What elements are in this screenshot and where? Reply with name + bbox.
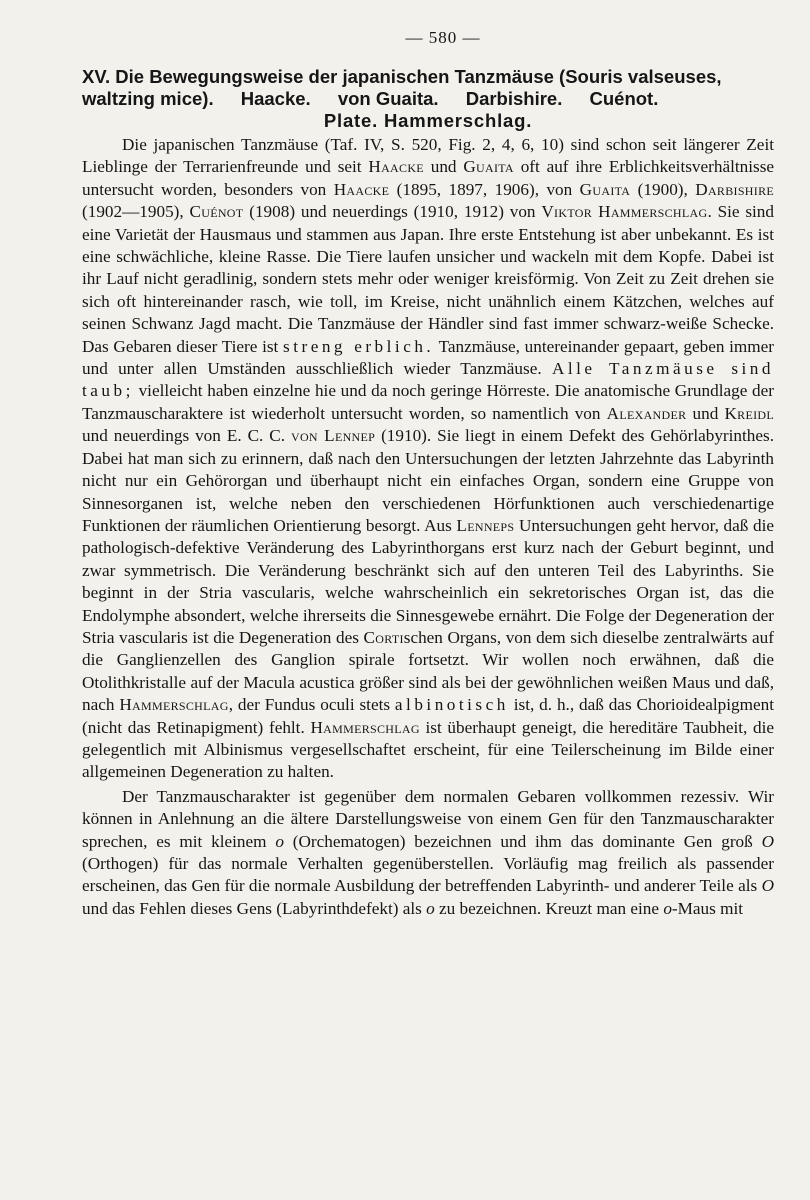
gene-symbol: o <box>426 898 435 918</box>
text-run: ist überhaupt geneigt, die hereditäre Taubheit, die gelegentlich mit Albinismus vergesellschaftet erscheint, für eine Teilerscheinung im Bilde einer allgemeinen Degeneration zu halten. <box>82 717 775 782</box>
gene-symbol: O <box>761 831 774 851</box>
text-run: , der Fundus oculi stets <box>228 695 395 715</box>
text-run: vielleicht haben einzelne hie und da noch geringe Hörreste. Die anatomische Grundlage der Tanzmauscharaktere ist wiederholt untersucht worden, so namentlich von <box>82 381 774 423</box>
author-name: Hammerschlag <box>119 695 229 715</box>
author-name: Viktor Hammerschlag <box>541 202 708 222</box>
text-run: und <box>686 403 725 423</box>
author-name: Haacke <box>333 179 390 199</box>
text-run: (1900), <box>630 179 696 199</box>
page-number: — 580 — <box>405 28 481 47</box>
body-paragraph-2 <box>82 786 774 920</box>
text-run: oft auf ihre Erblichkeitsverhältnisse untersucht worden, besonders von <box>82 157 775 199</box>
text-run: (Orchematogen) bezeichnen und ihm das dominante Gen groß <box>283 831 762 851</box>
heading-author-guaita: von Guaita. <box>337 88 439 109</box>
author-name: Haacke <box>368 157 424 177</box>
heading-author-darbishire: Darbishire. <box>465 88 563 109</box>
text-run: zu bezeichnen. Kreuzt man eine <box>434 898 664 918</box>
heading-line-3: Plate. Hammerschlag. <box>323 110 533 131</box>
heading-line-1: XV. Die Bewegungsweise der japanischen Tanzmäuse (Souris valseuses, <box>82 66 722 87</box>
gene-symbol: O <box>761 876 774 896</box>
author-name: Alexander <box>606 403 687 423</box>
author-name: Hammerschlag <box>310 717 420 737</box>
text-run: ist, d. h., daß das Chorioidealpigment (nicht das Retinapigment) fehlt. <box>82 695 774 737</box>
section-heading <box>82 66 774 132</box>
heading-subtitle: waltzing mice). <box>82 88 214 109</box>
author-name: Lenneps <box>456 515 515 535</box>
heading-author-haacke: Haacke. <box>240 88 311 109</box>
text-run: und <box>423 157 464 177</box>
spaced-emphasis: Alle Tanzmäuse sind taub; <box>82 359 774 401</box>
text-run: Untersuchungen geht hervor, daß die pathologisch-defektive Veränderung des Labyrinthorgans erst kurz nach der Geburt beginnt, und zwar symmetrisch. Die Veränderung beschränkt sich auf den unteren Teil des Labyrinths. Sie beginnt in der Stria vascularis, welche wahrscheinlich ein sekretorisches Organ ist, das die Endolymphe absondert, welche ihrerseits die Sinnesgewebe ernährt. Die Folge der Degeneration der Stria vascularis ist die Degeneration des <box>82 515 774 647</box>
heading-author-cuenot: Cuénot. <box>589 88 659 109</box>
text-run: und das Fehlen dieses Gens (Labyrinthdefekt) als <box>82 898 427 918</box>
author-name: Cuénot <box>189 202 244 222</box>
author-name: Guaita <box>463 157 514 177</box>
text-run: schen Organs, von dem sich dieselbe zentralwärts auf die Ganglienzellen des Ganglion spirale fortsetzt. Wir wollen noch erwähnen, daß die Otolithkristalle auf der Macula acustica größer sind als bei der gewöhnlichen weißen Maus und daß, nach <box>82 627 774 715</box>
text-run: Der Tanzmauscharakter ist gegenüber dem normalen Gebaren vollkommen rezessiv. Wir können in Anlehnung an die ältere Darstellungsweise von einem Gen für den Tanzmauscharakter sprechen, es mit kleinem <box>82 786 774 851</box>
text-run: . Sie sind eine Varietät der Hausmaus und stammen aus Japan. Ihre erste Entstehung ist aber unbekannt. Es ist eine schwächliche, kleine Rasse. Die Tiere laufen unsicher und wackeln mit dem Kopfe. Dabei ist ihr Lauf nicht geradlinig, sondern stets mehr oder weniger kreisförmig. Von Zeit zu Zeit drehen sie sich oft hintereinander rasch, wie toll, im Kreise, nicht unähnlich einem Kätzchen, welches auf seinen Schwanz Jagd macht. Die Tanzmäuse der Händler sind fast immer schwarz-weiße Schecke. Das Gebaren dieser Tiere ist <box>82 202 774 356</box>
author-name: Guaita <box>579 179 631 199</box>
text-run: (1902—1905), <box>82 202 190 222</box>
gene-symbol: o <box>275 831 284 851</box>
text-run: Tanzmäuse, untereinander gepaart, geben immer und unter allen Umständen ausschließlich wieder Tanzmäuse. <box>82 336 774 379</box>
text-run: (1910). Sie liegt in einem Defekt des Gehörlabyrinthes. Dabei hat man sich zu erinnern, daß nach den Untersuchungen der letzten Jahrzehnte das Labyrinth nicht nur ein Gehörorgan und überhaupt nicht ein einfaches Organ, sondern eine Gruppe von Sinnesorganen ist, welche neben den verschiedenen Hörfunktionen auch verschiedenartige Funktionen der räumlichen Orientierung besorgt. Aus <box>82 426 775 535</box>
text-run: (1908) und neuerdings (1910, 1912) von <box>243 202 542 222</box>
author-name: von Lennep <box>291 426 376 446</box>
heading-line-2 <box>82 88 774 110</box>
body-paragraph-1 <box>82 134 774 784</box>
text-run: Die japanischen Tanzmäuse (Taf. IV, S. 520, Fig. 2, 4, 6, 10) sind schon seit längerer Zeit Lieblinge der Terrarienfreunde und seit <box>82 135 774 177</box>
spaced-emphasis: albinotisch <box>394 695 509 715</box>
spaced-emphasis: streng erblich. <box>283 336 435 356</box>
text-run: und neuerdings von E. C. C. <box>82 426 291 446</box>
author-name: Kreidl <box>724 403 774 423</box>
author-name: Darbishire <box>695 179 775 199</box>
text-run: (Orthogen) für das normale Verhalten gegenüberstellen. Vorläufig mag freilich als passender erscheinen, das Gen für die normale Ausbildung der betreffenden Labyrinth- und anderer Teile als <box>82 854 774 896</box>
text-run: -Maus mit <box>671 898 744 918</box>
author-name: Corti <box>363 627 404 647</box>
gene-symbol: o <box>663 898 672 918</box>
text-run: (1895, 1897, 1906), von <box>389 179 580 199</box>
